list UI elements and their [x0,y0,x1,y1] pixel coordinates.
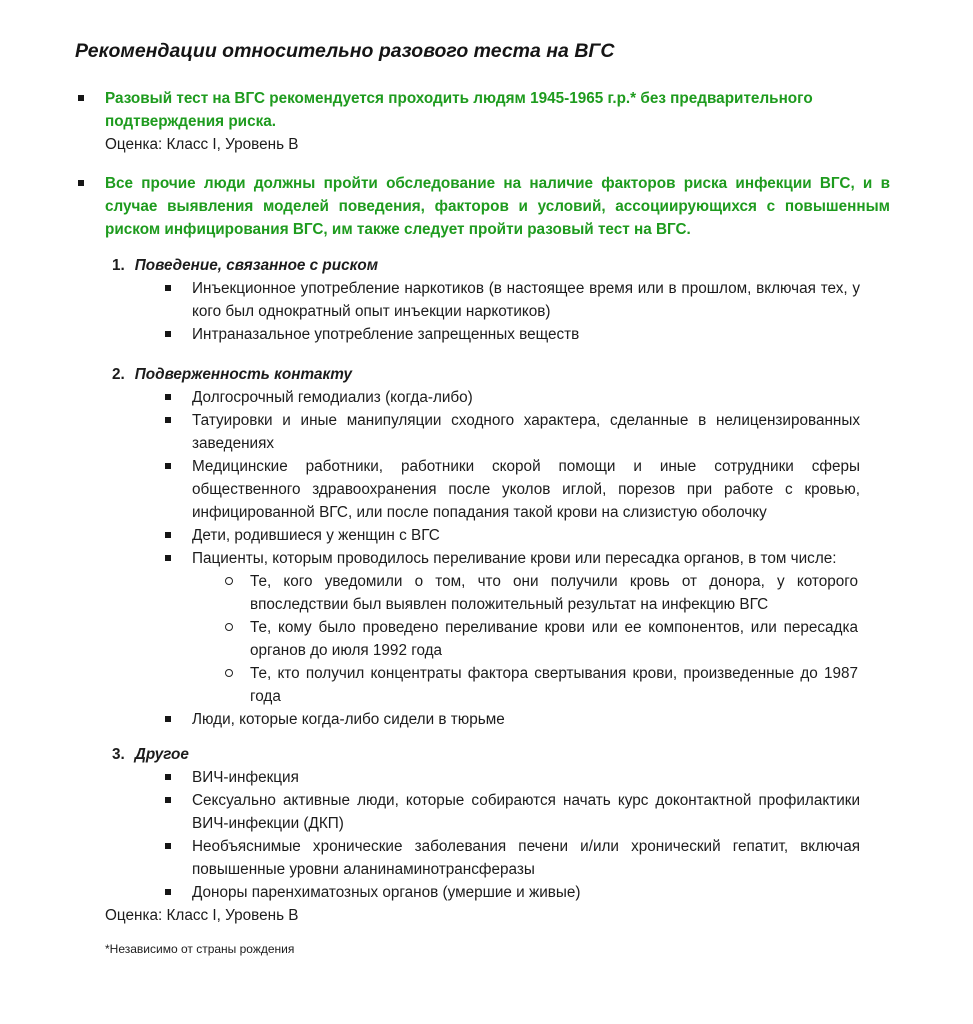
sub-list-item-text: Те, кому было проведено переливание крови или ее компонентов, или пересадка органов до июля 1992 года [250,619,858,659]
square-bullet-icon [165,843,171,849]
recommendation-body [105,172,890,241]
list-item [165,766,973,789]
sub-list-item-text: Те, кого уведомили о том, что они получили кровь от донора, у которого впоследствии был выявлен положительный результат на инфекцию ВГС [250,573,858,613]
list-item-text: Дети, родившиеся у женщин с ВГС [192,527,440,544]
list-item [165,708,973,731]
square-bullet-icon [165,331,171,337]
list-item-text: Медицинские работники, работники скорой помощи и иные сотрудники сферы общественного здравоохранения после уколов иглой, порезов при работе с кровью, инфицированной ВГС, или после попадания такой крови на слизистую оболочку [192,458,860,521]
section-heading [112,254,973,277]
list-item [165,547,973,570]
section-exposure [0,363,973,731]
section-other [0,743,973,904]
list-item-text: ВИЧ-инфекция [192,769,299,786]
square-bullet-icon [165,555,171,561]
list-item-text: Доноры паренхиматозных органов (умершие и живые) [192,884,581,901]
list-item-text: Инъекционное употребление наркотиков (в настоящее время или в прошлом, включая тех, у кого был однократный опыт инъекции наркотиков) [192,280,860,320]
circle-bullet-icon [225,623,233,631]
recommendation-item-1 [78,87,973,156]
list-item [165,789,973,835]
list-item [165,409,973,455]
sub-list-item [225,570,973,616]
section-number: 3. [112,746,125,763]
list-item [165,835,973,881]
list-item [165,455,973,524]
section-number: 2. [112,366,125,383]
sub-list-item-text: Те, кто получил концентраты фактора свертывания крови, произведенные до 1987 года [250,665,858,705]
recommendation-text: Все прочие люди должны пройти обследование на наличие факторов риска инфекции ВГС, и в случае выявления моделей поведения, факторов и условий, ассоциирующихся с повышенным риском инфицирования ВГС, им также следует пройти разовый тест на ВГС. [105,175,890,238]
square-bullet-icon [165,774,171,780]
section-risk-behavior [0,254,973,346]
square-bullet-icon [165,532,171,538]
sub-list-item [225,616,973,662]
square-bullet-icon [165,417,171,423]
recommendation-text: Разовый тест на ВГС рекомендуется проходить людям 1945-1965 г.р.* без предварительного подтверждения риска. [105,90,813,130]
section-title: Другое [134,746,189,763]
list-item [165,386,973,409]
square-bullet-icon [165,716,171,722]
list-item-text: Сексуально активные люди, которые собираются начать курс доконтактной профилактики ВИЧ-инфекции (ДКП) [192,792,860,832]
section-heading [112,363,973,386]
section-title: Подверженность контакту [134,366,353,383]
list-item [165,323,973,346]
list-item-text: Люди, которые когда-либо сидели в тюрьме [192,711,505,728]
footnote-text: *Независимо от страны рождения [105,942,295,956]
recommendation-body [105,87,890,156]
list-item-text: Пациенты, которым проводилось переливание крови или пересадка органов, в том числе: [192,550,837,567]
page-title: Рекомендации относительно разового теста на ВГС [75,40,615,62]
sub-list-item [225,662,973,708]
square-bullet-icon [165,394,171,400]
recommendation-item-2 [78,172,973,241]
square-bullet-icon [165,285,171,291]
list-item [165,524,973,547]
list-item-text: Татуировки и иные манипуляции сходного характера, сделанные в нелицензированных заведениях [192,412,860,452]
square-bullet-icon [78,180,84,186]
closing-rating-line: Оценка: Класс I, Уровень B [105,907,299,924]
rating-line: Оценка: Класс I, Уровень B [105,136,299,153]
section-heading [112,743,973,766]
section-number: 1. [112,257,125,274]
list-item-text: Долгосрочный гемодиализ (когда-либо) [192,389,473,406]
square-bullet-icon [165,463,171,469]
list-item-text: Необъяснимые хронические заболевания печени и/или хронический гепатит, включая повышенные уровни аланинаминотрансферазы [192,838,860,878]
square-bullet-icon [165,797,171,803]
section-title: Поведение, связанное с риском [134,257,379,274]
list-item [165,881,973,904]
list-item-text: Интраназальное употребление запрещенных веществ [192,326,580,343]
square-bullet-icon [165,889,171,895]
circle-bullet-icon [225,577,233,585]
circle-bullet-icon [225,669,233,677]
square-bullet-icon [78,95,84,101]
list-item [165,277,973,323]
